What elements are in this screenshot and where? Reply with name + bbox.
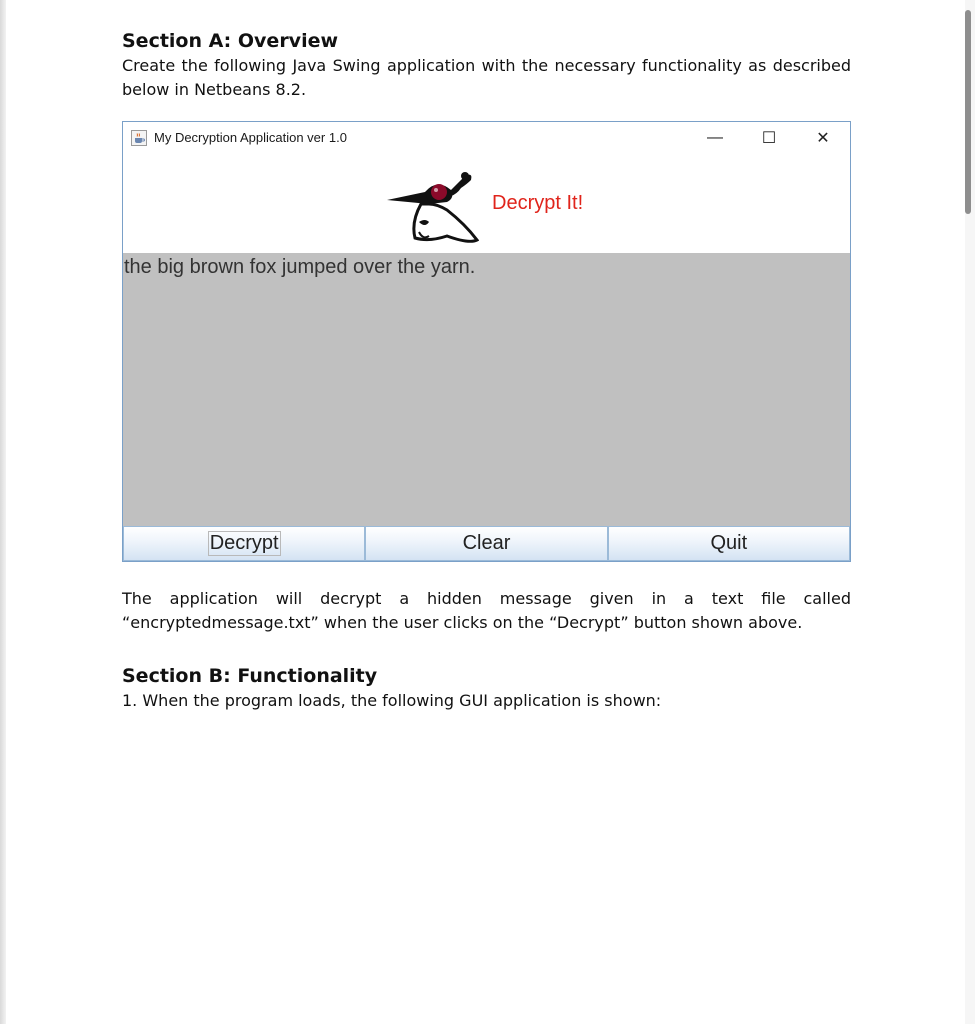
section-a-intro: Create the following Java Swing application with the necessary functionality as described below in Netbeans 8.2. [122, 56, 851, 99]
decrypt-button[interactable] [123, 526, 365, 561]
section-b-heading: Section B: Functionality [122, 665, 378, 687]
section-b-item-1: 1. When the program loads, the following GUI application is shown: [122, 691, 662, 710]
minimize-button[interactable]: — [707, 129, 723, 146]
message-text-area[interactable] [123, 253, 850, 526]
decrypt-button-label: Decrypt [209, 532, 279, 554]
app-window-screenshot [122, 121, 851, 562]
quit-button[interactable] [608, 526, 850, 561]
scrollbar-track[interactable] [965, 0, 975, 1024]
button-row [123, 526, 850, 561]
page-left-edge [0, 0, 6, 1024]
window-title-bar[interactable] [123, 122, 850, 154]
scrollbar-thumb[interactable] [965, 10, 971, 214]
description-paragraph: The application will decrypt a hidden message given in a text file called “encryptedmessage.txt” when the user clicks on the “Decrypt” button shown above. [122, 589, 851, 632]
java-duke-mascot-icon [385, 170, 479, 246]
quit-button-label: Quit [710, 532, 748, 554]
close-button[interactable]: ✕ [816, 130, 830, 147]
clear-button[interactable] [365, 526, 607, 561]
decrypt-it-label: Decrypt It! [492, 192, 584, 214]
section-a-heading: Section A: Overview [122, 30, 339, 52]
clear-button-label: Clear [462, 532, 511, 554]
window-title: My Decryption Application ver 1.0 [154, 130, 347, 145]
message-text: the big brown fox jumped over the yarn. [124, 256, 476, 278]
java-coffee-cup-icon [131, 130, 147, 146]
maximize-button[interactable]: ☐ [761, 130, 777, 147]
